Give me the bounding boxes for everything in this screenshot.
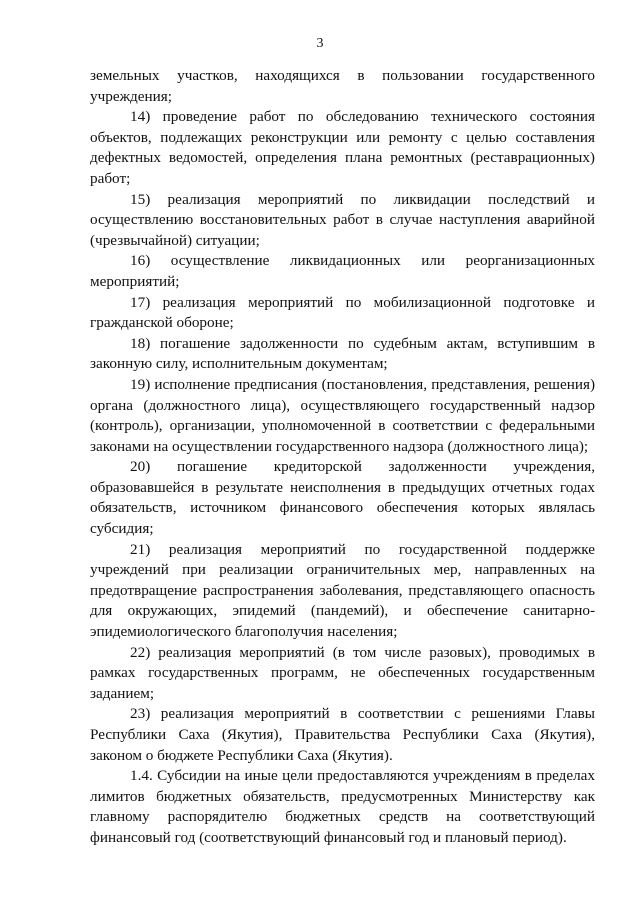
paragraph-item-22: 22) реализация мероприятий (в том числе разовых), проводимых в рамках государственных программ, не обеспеченных государственным заданием; <box>90 643 595 702</box>
paragraph-section-1-4: 1.4. Субсидии на иные цели предоставляются учреждениям в пределах лимитов бюджетных обязательств, предусмотренных Министерству как главному распорядителю бюджетных средств на соответствующий финансовый год (соответствующий финансовый год и плановый период). <box>90 767 595 846</box>
document-body <box>90 66 595 849</box>
paragraph-item-16: 16) осуществление ликвидационных или реорганизационных мероприятий; <box>90 252 595 290</box>
paragraph-item-17: 17) реализация мероприятий по мобилизационной подготовке и гражданской обороне; <box>90 293 595 332</box>
page-number: 3 <box>316 36 324 51</box>
paragraph-item-20: 20) погашение кредиторской задолженности учреждения, образовавшейся в результате неисполнения в предыдущих отчетных годах обязательств, источником финансового обеспечения которых являлась субсидия; <box>90 458 595 538</box>
paragraph-continuation: земельных участков, находящихся в пользовании государственного учреждения; <box>90 67 595 105</box>
paragraph-item-18: 18) погашение задолженности по судебным актам, вступившим в законную силу, исполнительным документам; <box>90 334 595 373</box>
paragraph-item-21: 21) реализация мероприятий по государственной поддержке учреждений при реализации ограничительных мер, направленных на предотвращение распространения заболевания, представляющего опасность для окружающих, эпидемий (пандемий), и обеспечение санитарно-эпидемиологического благополучия населения; <box>90 540 595 641</box>
paragraph-item-14: 14) проведение работ по обследованию технического состояния объектов, подлежащих реконструкции или ремонту с целью составления дефектных ведомостей, определения плана ремонтных (реставрационных) работ; <box>90 108 595 187</box>
paragraph-item-23: 23) реализация мероприятий в соответствии с решениями Главы Республики Саха (Якутия), Правительства Республики Саха (Якутия), законом о бюджете Республики Саха (Якутия). <box>90 705 595 764</box>
paragraph-item-15: 15) реализация мероприятий по ликвидации последствий и осуществлению восстановительных работ в случае наступления аварийной (чрезвычайной) ситуации; <box>90 190 595 249</box>
paragraph-item-19: 19) исполнение предписания (постановления, представления, решения) органа (должностного лица), осуществляющего государственный надзор (контроль), организации, уполномоченной в соответствии с федеральными законами на осуществлении государственного надзора (должностного лица); <box>90 375 595 455</box>
